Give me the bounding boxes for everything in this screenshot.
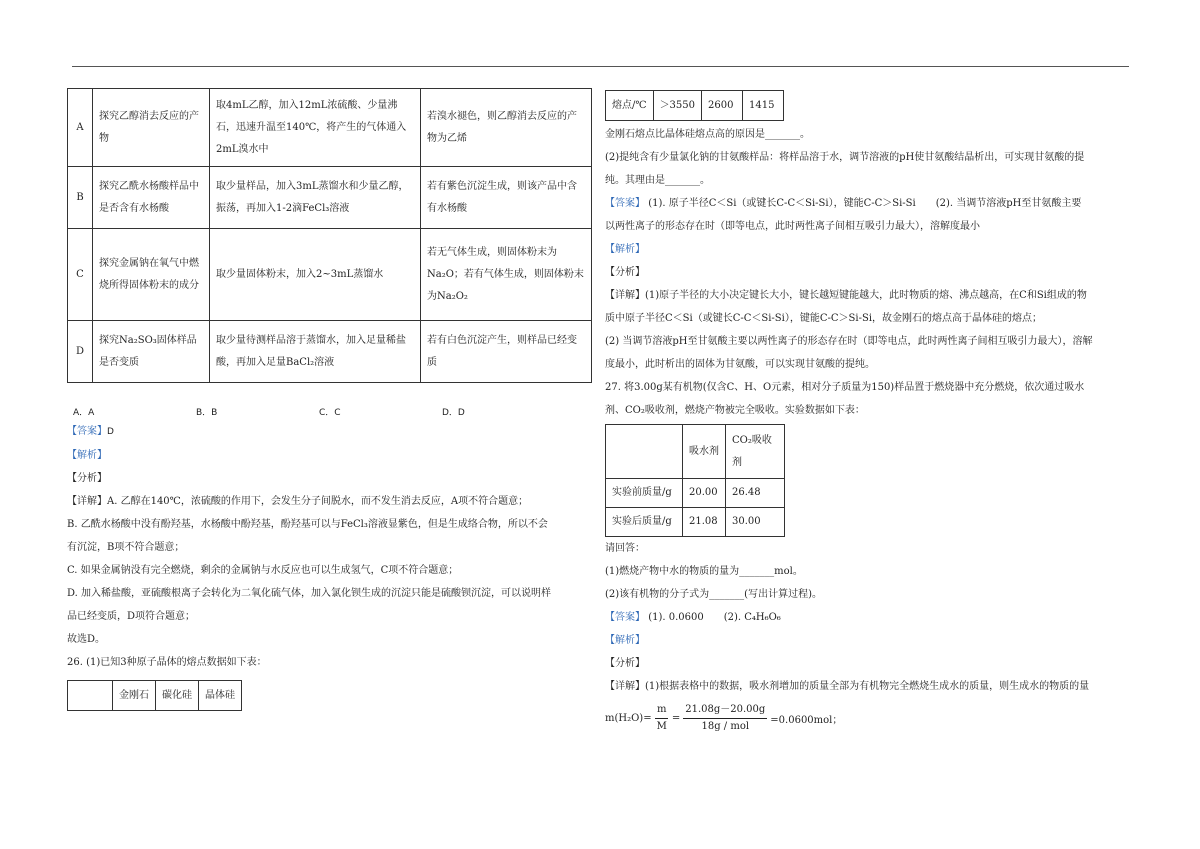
table-cell: 26.48 xyxy=(726,479,785,508)
answer-text: (1). 原子半径C＜Si（或键长C-C＜Si-Si），键能C-C＞Si-Si (2). 当调节溶液pH至甘氨酸主要 xyxy=(648,198,1082,209)
question-line: 金刚石熔点比晶体硅熔点高的原因是_______。 xyxy=(605,129,810,140)
table-header: CO₂吸收剂 xyxy=(726,425,785,479)
formula xyxy=(605,702,1130,735)
table-cell: 30.00 xyxy=(726,508,785,537)
detail-line: 品已经变质，D项符合题意； xyxy=(67,611,196,622)
row-letter: D xyxy=(68,321,93,383)
table-cell: 实验后质量/g xyxy=(606,508,683,537)
question-line: (2)提纯含有少量氯化钠的甘氨酸样品：将样品溶于水，调节溶液的pH使甘氨酸结晶析出，可实现甘氨酸的提 xyxy=(605,152,1085,163)
row-operation: 取少量固体粉末，加入2~3mL蒸馏水 xyxy=(210,229,421,321)
answer-line xyxy=(605,192,1130,215)
table-row xyxy=(68,229,592,321)
question-line: 纯。其理由是_______。 xyxy=(605,175,710,186)
table-row xyxy=(68,321,592,383)
table-cell: 实验前质量/g xyxy=(606,479,683,508)
table-header: 金刚石 xyxy=(113,681,156,711)
row-conclusion: 若有白色沉淀产生，则样品已经变质 xyxy=(421,321,592,383)
formula-lhs: m(H₂O)= xyxy=(605,713,652,724)
detail-line: B. 乙酰水杨酸中没有酚羟基，水杨酸中酚羟基，酚羟基可以与FeCl₃溶液显紫色，但是生成络合物，所以不会 xyxy=(67,519,548,530)
table-row xyxy=(606,425,785,479)
answer-line xyxy=(67,420,592,444)
table-cell: ＞3550 xyxy=(653,91,701,121)
table-cell: 1415 xyxy=(743,91,784,121)
detail-line: C. 如果金属钠没有完全燃烧，剩余的金属钠与水反应也可以生成氢气，C项不符合题意； xyxy=(67,565,459,576)
detail-line: D. 加入稀盐酸，亚硫酸根离子会转化为二氧化硫气体，加入氯化钡生成的沉淀只能是硫酸钡沉淀，可以说明样 xyxy=(67,588,552,599)
answer-text-cont: 以两性离子的形态存在时（即等电点，此时两性离子间相互吸引力最大），溶解度最小 xyxy=(605,221,980,232)
table-header: 晶体硅 xyxy=(199,681,242,711)
table-row xyxy=(68,89,592,167)
choice-a: A．A xyxy=(73,408,95,418)
table-row xyxy=(606,91,784,121)
row-letter: C xyxy=(68,229,93,321)
answer-tag: 【答案】 xyxy=(605,198,645,209)
fraction-m-over-M xyxy=(655,702,669,735)
fenxi-heading: 【分析】 xyxy=(67,473,107,484)
fenxi-heading: 【分析】 xyxy=(605,658,645,669)
row-conclusion: 若有紫色沉淀生成，则该产品中含有水杨酸 xyxy=(421,167,592,229)
equals-sign: = xyxy=(671,713,681,724)
row-letter: A xyxy=(68,89,93,167)
fraction-numerator: m xyxy=(655,702,668,719)
left-column xyxy=(67,88,592,711)
experiment-options-table xyxy=(67,88,592,383)
header-rule xyxy=(72,66,1129,67)
table-row xyxy=(68,681,242,711)
row-conclusion: 若溴水褪色，则乙醇消去反应的产物为乙烯 xyxy=(421,89,592,167)
row-operation: 取少量待测样品溶于蒸馏水，加入足量稀盐酸，再加入足量BaCl₂溶液 xyxy=(210,321,421,383)
detail-line: 【详解】(1)原子半径的大小决定键长大小，键长越短键能越大，此时物质的熔、沸点越高，在C和Si组成的物 xyxy=(605,290,1087,301)
detail-line: 度最小，此时析出的固体为甘氨酸，可以实现甘氨酸的提纯。 xyxy=(605,359,875,370)
table-row xyxy=(606,508,785,537)
table-header: 碳化硅 xyxy=(156,681,199,711)
right-column xyxy=(605,90,1130,735)
row-purpose: 探究乙醇消去反应的产物 xyxy=(93,89,210,167)
choice-b: B．B xyxy=(196,408,218,418)
table-header xyxy=(68,681,113,711)
answer-line xyxy=(605,606,1130,629)
row-operation: 取少量样品，加入3mL蒸馏水和少量乙醇，振荡，再加入1-2滴FeCl₃溶液 xyxy=(210,167,421,229)
table-row xyxy=(68,167,592,229)
table-cell: 2600 xyxy=(702,91,743,121)
row-operation: 取4mL乙醇，加入12mL浓硫酸、少量沸石，迅速升温至140℃，将产生的气体通入2mL溴水中 xyxy=(210,89,421,167)
detail-line: 【详解】(1)根据表格中的数据，吸水剂增加的质量全部为有机物完全燃烧生成水的质量，则生成水的物质的量 xyxy=(605,681,1090,692)
detail-line: (2) 当调节溶液pH至甘氨酸主要以两性离子的形态存在时（即等电点，此时两性离子间相互吸引力最大），溶解 xyxy=(605,336,1093,347)
melting-point-table xyxy=(605,90,784,121)
table-header: 吸水剂 xyxy=(683,425,726,479)
q27-sub: (1)燃烧产物中水的物质的量为_______mol。 xyxy=(605,566,803,577)
table-cell: 21.08 xyxy=(683,508,726,537)
choice-c: C．C xyxy=(319,408,341,418)
fraction-numerator: 21.08g－20.00g xyxy=(683,702,767,719)
fraction-mass-over-molar xyxy=(683,702,767,735)
analysis-tag: 【解析】 xyxy=(67,450,107,461)
detail-line: 【详解】A. 乙醇在140℃，浓硫酸的作用下，会发生分子间脱水，而不发生消去反应，A项不符合题意； xyxy=(67,496,529,507)
detail-line: 质中原子半径C＜Si（或键长C-C＜Si-Si），键能C-C＞Si-Si，故金刚石的熔点高于晶体硅的熔点； xyxy=(605,313,1043,324)
table-row xyxy=(606,479,785,508)
row-purpose: 探究乙酰水杨酸样品中是否含有水杨酸 xyxy=(93,167,210,229)
answer-tag: 【答案】 xyxy=(605,612,645,623)
q27-sub: (2)该有机物的分子式为_______(写出计算过程)。 xyxy=(605,589,822,600)
fenxi-heading: 【分析】 xyxy=(605,267,645,278)
detail-line: 故选D。 xyxy=(67,634,106,645)
table-header xyxy=(606,425,683,479)
answer-text: (1). 0.0600 (2). C₄H₆O₆ xyxy=(648,612,781,623)
answer-value: D xyxy=(107,427,114,437)
detail-line: 有沉淀，B项不符合题意； xyxy=(67,542,185,553)
row-purpose: 探究Na₂SO₃固体样品是否变质 xyxy=(93,321,210,383)
experiment-data-table xyxy=(605,424,785,537)
q27-sub: 请回答： xyxy=(605,543,645,554)
formula-rhs: =0.0600mol； xyxy=(770,715,843,726)
row-letter: B xyxy=(68,167,93,229)
q27-line: 剂、CO₂吸收剂，燃烧产物被完全吸收。实验数据如下表： xyxy=(605,405,865,416)
answer-tag: 【答案】 xyxy=(67,426,107,437)
crystal-table xyxy=(67,680,242,711)
row-conclusion: 若无气体生成，则固体粉末为Na₂O；若有气体生成，则固体粉末为Na₂O₂ xyxy=(421,229,592,321)
choice-d: D．D xyxy=(442,408,465,418)
q26-intro: 26. (1)已知3种原子晶体的熔点数据如下表： xyxy=(67,657,267,668)
q27-line: 27. 将3.00g某有机物(仅含C、H、O元素，相对分子质量为150)样品置于燃烧器中充分燃烧，依次通过吸水 xyxy=(605,382,1085,393)
table-cell: 20.00 xyxy=(683,479,726,508)
table-cell: 熔点/℃ xyxy=(606,91,654,121)
answer-choices xyxy=(73,405,592,418)
analysis-tag: 【解析】 xyxy=(605,635,645,646)
fraction-denominator: 18g / mol xyxy=(701,721,750,732)
analysis-tag: 【解析】 xyxy=(605,244,645,255)
row-purpose: 探究金属钠在氧气中燃烧所得固体粉末的成分 xyxy=(93,229,210,321)
fraction-denominator: M xyxy=(656,721,667,732)
